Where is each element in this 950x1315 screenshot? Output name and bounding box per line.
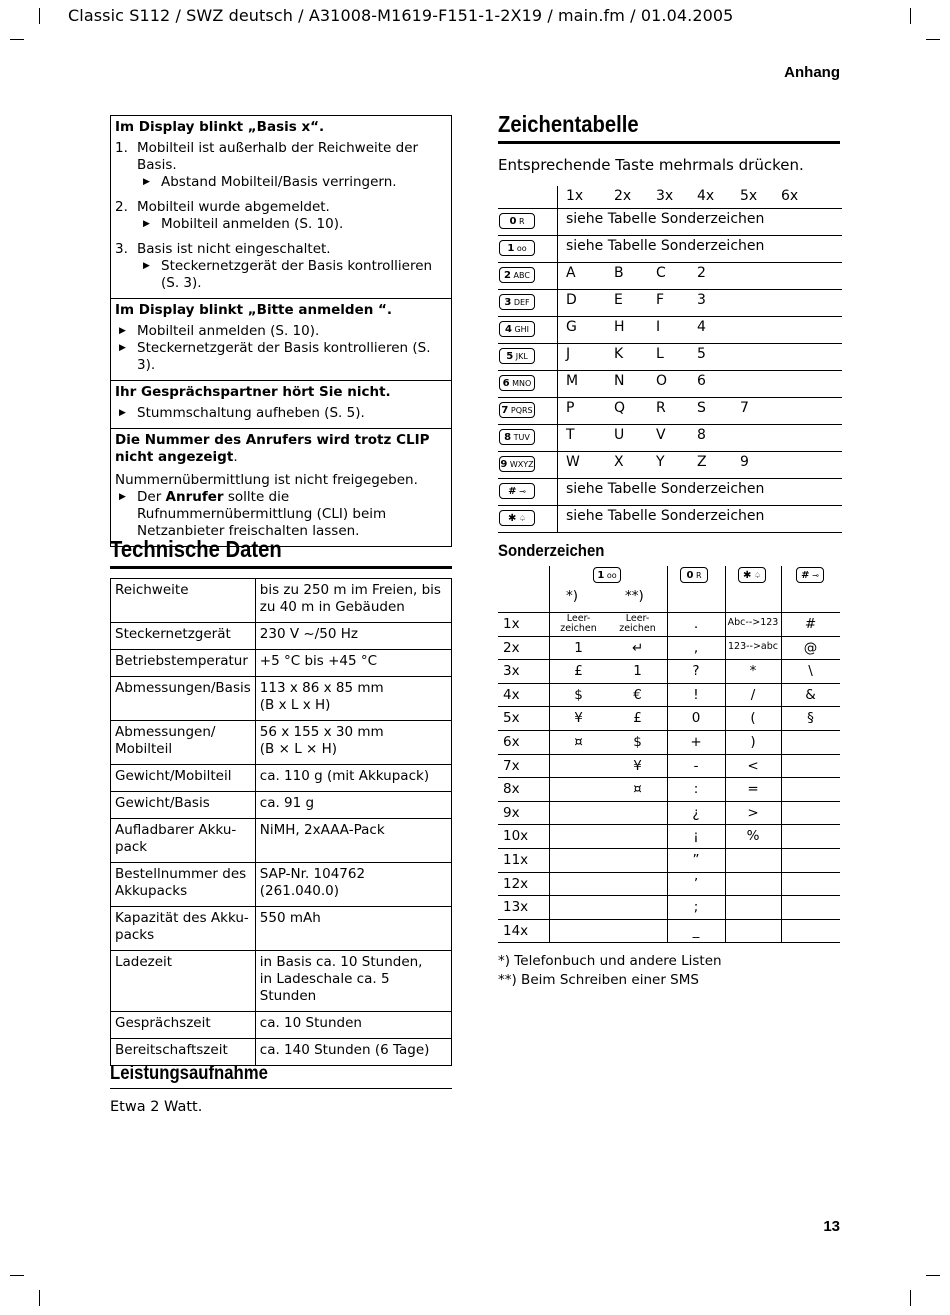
char-table-cell: 9 [740, 454, 749, 470]
tech-row [111, 1012, 452, 1039]
key-2-icon: 2 ABC [499, 267, 535, 283]
char-table-cell: B [614, 265, 624, 281]
trouble-heading-period: . [233, 449, 238, 465]
key-star-icon: ✱ ♤ [738, 567, 766, 583]
heading-rule [110, 566, 452, 569]
special-char-cell: ¿ [692, 804, 700, 821]
char-table-cell: P [566, 400, 575, 416]
tech-value: SAP-Nr. 104762 (261.040.0) [255, 863, 451, 907]
key-0-icon: 0 R [680, 567, 708, 583]
char-table-cell: H [614, 319, 625, 335]
tech-row [111, 792, 452, 819]
footnote: *) Telefonbuch und andere Listen [498, 953, 722, 969]
special-char-cell: § [807, 710, 814, 727]
char-table-column-header: 4x [697, 188, 715, 204]
footnote-marker: *) [566, 588, 579, 604]
key-4-icon: 4 GHI [499, 321, 535, 337]
tech-row [111, 721, 452, 765]
special-char-cell: , [693, 639, 699, 656]
tech-label: Gesprächszeit [111, 1012, 256, 1039]
cause-text: Mobilteil wurde abgemeldet. [137, 199, 330, 215]
char-table-cell: C [656, 265, 666, 281]
table-rule [498, 343, 842, 344]
tech-label: Betriebstemperatur [111, 650, 256, 677]
special-char-cell: > [747, 804, 759, 821]
table-rule [498, 532, 842, 533]
special-char-cell: # [804, 616, 817, 632]
arrow-right-icon: ▶ [119, 343, 126, 353]
table-rule [781, 566, 782, 943]
special-char-cell: 1 [633, 663, 642, 680]
arrow-right-icon: ▶ [119, 492, 126, 502]
action-text: Steckernetzgerät der Basis kontrollieren (S. 3). [161, 258, 433, 291]
char-table-heading: Zeichentabelle [498, 111, 639, 137]
char-table-intro: Entsprechende Taste mehrmals drücken. [498, 156, 804, 174]
special-char-cell: % [746, 828, 760, 845]
char-table-cell: 5 [697, 346, 706, 362]
table-rule [498, 262, 842, 263]
special-char-cell: Leer- zeichen [560, 613, 597, 634]
special-char-cell: = [747, 781, 759, 798]
action-text: Mobilteil anmelden (S. 10). [161, 216, 344, 232]
special-row-label: 11x [503, 852, 529, 868]
crop-mark [39, 8, 40, 24]
key-hash-icon: # ⊸ [796, 567, 824, 583]
trouble-section-clip [111, 428, 451, 546]
special-row-label: 2x [503, 639, 520, 656]
char-table-cell: T [566, 427, 575, 443]
char-table-cell: siehe Tabelle Sonderzeichen [566, 211, 765, 227]
special-row-label: 12x [503, 875, 529, 892]
tech-value: ca. 140 Stunden (6 Tage) [255, 1039, 451, 1066]
action-text: Stummschaltung aufheben (S. 5). [137, 405, 365, 421]
footnote-marker: **) [625, 588, 644, 604]
tech-value: in Basis ca. 10 Stunden, in Ladeschale ca. 5 Stunden [255, 951, 451, 1012]
key-0-icon: 0 R [499, 213, 535, 229]
trouble-heading: Im Display blinkt „Basis x“. [115, 119, 325, 135]
special-char-cell: 1 [574, 639, 583, 656]
char-table-cell: W [566, 454, 580, 470]
special-row-label: 9x [503, 804, 520, 821]
table-rule [498, 451, 842, 452]
arrow-right-icon: ▶ [143, 261, 150, 271]
troubleshooting-table [110, 115, 452, 547]
special-row-label: 6x [503, 734, 520, 750]
trouble-heading: Ihr Gesprächspartner hört Sie nicht. [115, 384, 391, 400]
tech-label: Kapazität des Akku- packs [111, 907, 256, 951]
crop-mark [39, 1290, 40, 1306]
special-char-cell: ! [693, 686, 699, 703]
table-rule [549, 566, 550, 943]
arrow-right-icon: ▶ [143, 219, 150, 229]
special-row-label: 4x [503, 686, 520, 703]
tech-value: 113 x 86 x 85 mm (B x L x H) [255, 677, 451, 721]
table-rule [498, 289, 842, 290]
char-table-cell: N [614, 373, 625, 389]
char-table-cell: siehe Tabelle Sonderzeichen [566, 508, 765, 524]
special-char-cell: - [693, 757, 699, 774]
char-table-cell: 7 [740, 400, 749, 416]
char-table-column-header: 3x [656, 188, 674, 204]
char-table-column-header: 2x [614, 188, 632, 204]
tech-data-table [110, 578, 452, 1066]
key-1-icon: 1 oo [499, 240, 535, 256]
special-row-label: 3x [503, 663, 520, 680]
special-char-cell: < [747, 757, 759, 774]
tech-row [111, 765, 452, 792]
step-number: 2. [115, 199, 128, 215]
special-char-cell: * [749, 663, 757, 680]
trouble-heading-text: Die Nummer des Anrufers wird trotz CLIP nicht angezeigt [115, 432, 430, 465]
key-7-icon: 7 PQRS [499, 402, 535, 418]
tech-value: 230 V ~/50 Hz [255, 623, 451, 650]
special-char-cell: . [693, 616, 699, 632]
special-char-cell: £ [574, 663, 583, 680]
special-char-cell: : [693, 781, 699, 798]
table-rule [498, 397, 842, 398]
key-5-icon: 5 JKL [499, 348, 535, 364]
special-char-cell: / [750, 686, 756, 703]
key-3-icon: 3 DEF [499, 294, 535, 310]
char-table-cell: D [566, 292, 577, 308]
tech-label: Ladezeit [111, 951, 256, 1012]
table-rule [498, 370, 842, 371]
table-rule [498, 505, 842, 506]
special-char-cell: _ [692, 922, 700, 939]
special-row-label: 1x [503, 616, 520, 632]
cause-text: Nummernübermittlung ist nicht freigegeben. [115, 472, 418, 488]
heading-rule [110, 1088, 452, 1089]
char-table-cell: 6 [697, 373, 706, 389]
special-heading: Sonderzeichen [498, 541, 605, 560]
char-table-cell: Z [697, 454, 707, 470]
special-char-cell: ( [750, 710, 756, 727]
trouble-section-basis [111, 116, 451, 298]
step-number: 3. [115, 241, 128, 257]
action-text: Steckernetzgerät der Basis kontrollieren (S. 3). [137, 340, 431, 373]
tech-row [111, 819, 452, 863]
special-char-cell: Leer- zeichen [619, 613, 656, 634]
page-number: 13 [823, 1218, 840, 1235]
crop-mark [926, 1275, 940, 1276]
table-rule [557, 186, 558, 533]
key-9-icon: 9 WXYZ [499, 456, 535, 472]
cause-text: Mobilteil ist außerhalb der Reichweite der Basis. [137, 140, 419, 173]
trouble-heading [115, 432, 447, 466]
tech-row [111, 951, 452, 1012]
special-char-cell: ¥ [574, 710, 583, 727]
special-char-cell: + [690, 734, 702, 750]
tech-row [111, 623, 452, 650]
tech-value: NiMH, 2xAAA-Pack [255, 819, 451, 863]
special-char-cell: ¤ [633, 781, 642, 798]
special-char-cell: Abc-->123 [727, 617, 779, 628]
special-row-label: 8x [503, 781, 520, 798]
section-title: Anhang [784, 64, 840, 81]
action-text [137, 489, 447, 540]
tech-value: +5 °C bis +45 °C [255, 650, 451, 677]
char-table-column-header: 1x [566, 188, 584, 204]
trouble-section-anmelden [111, 298, 451, 380]
running-header: Classic S112 / SWZ deutsch / A31008-M1619-F151-1-2X19 / main.fm / 01.04.2005 [68, 6, 734, 25]
crop-mark [910, 1290, 911, 1306]
heading-rule [498, 141, 840, 144]
special-char-cell: $ [633, 734, 642, 750]
arrow-right-icon: ▶ [119, 326, 126, 336]
special-row-label: 10x [503, 828, 529, 845]
special-char-cell: ¡ [693, 828, 699, 845]
table-rule [667, 566, 668, 943]
table-rule [498, 478, 842, 479]
special-char-cell: ) [750, 734, 756, 750]
arrow-right-icon: ▶ [119, 408, 126, 418]
tech-value: ca. 10 Stunden [255, 1012, 451, 1039]
tech-row [111, 863, 452, 907]
char-table-cell: A [566, 265, 576, 281]
tech-value: ca. 110 g (mit Akkupack) [255, 765, 451, 792]
key-6-icon: 6 MNO [499, 375, 535, 391]
char-table-cell: V [656, 427, 666, 443]
table-rule [725, 566, 726, 943]
tech-label: Gewicht/Mobilteil [111, 765, 256, 792]
special-char-cell: @ [803, 639, 818, 656]
special-char-cell: ; [693, 899, 699, 916]
tech-label: Gewicht/Basis [111, 792, 256, 819]
tech-value: 550 mAh [255, 907, 451, 951]
char-table-cell: I [656, 319, 661, 335]
tech-label: Bestellnummer des Akkupacks [111, 863, 256, 907]
trouble-section-mute [111, 380, 451, 428]
special-char-cell: € [633, 686, 642, 703]
char-table-column-header: 5x [740, 188, 758, 204]
key-hash-icon: # ⊸ [499, 483, 535, 499]
char-table-cell: 3 [697, 292, 706, 308]
crop-mark [10, 39, 24, 40]
char-table-cell: Q [614, 400, 626, 416]
tech-value: ca. 91 g [255, 792, 451, 819]
special-char-cell: & [805, 686, 816, 703]
tech-row [111, 677, 452, 721]
tech-heading: Technische Daten [110, 536, 282, 562]
char-table-cell: R [656, 400, 666, 416]
char-table-cell: M [566, 373, 579, 389]
power-text: Etwa 2 Watt. [110, 1099, 203, 1115]
tech-label: Abmessungen/Basis [111, 677, 256, 721]
tech-row [111, 907, 452, 951]
footnotes [498, 952, 722, 990]
arrow-right-icon: ▶ [143, 177, 150, 187]
special-row-label: 14x [503, 922, 529, 939]
special-char-cell: ¥ [633, 757, 642, 774]
special-row-label: 7x [503, 757, 520, 774]
char-table-cell: J [566, 346, 571, 362]
tech-label: Abmessungen/ Mobilteil [111, 721, 256, 765]
tech-row [111, 579, 452, 623]
char-table-cell: K [614, 346, 624, 362]
char-table-cell: L [656, 346, 664, 362]
tech-value: 56 x 155 x 30 mm (B × L × H) [255, 721, 451, 765]
crop-mark [926, 39, 940, 40]
char-table-cell: U [614, 427, 625, 443]
char-table-cell: 2 [697, 265, 706, 281]
tech-row [111, 1039, 452, 1066]
special-char-cell: ” [692, 852, 700, 868]
tech-label: Steckernetzgerät [111, 623, 256, 650]
char-table-cell: G [566, 319, 577, 335]
trouble-heading: Im Display blinkt „Bitte anmelden “. [115, 302, 393, 318]
char-table-cell: 8 [697, 427, 706, 443]
crop-mark [10, 1275, 24, 1276]
footnote: **) Beim Schreiben einer SMS [498, 972, 699, 988]
special-row-label: 5x [503, 710, 520, 727]
special-char-cell: ’ [693, 875, 699, 892]
char-table-cell: siehe Tabelle Sonderzeichen [566, 481, 765, 497]
table-rule [498, 424, 842, 425]
action-text-pre: Der [137, 489, 166, 505]
table-rule [498, 208, 842, 209]
tech-row [111, 650, 452, 677]
char-table-cell: S [697, 400, 706, 416]
char-table-cell: 4 [697, 319, 706, 335]
char-table-cell: O [656, 373, 668, 389]
table-rule [498, 316, 842, 317]
action-text-post: sollte die Rufnummernübermittlung (CLI) beim Netzanbieter freischalten lassen. [137, 489, 387, 539]
tech-label: Bereitschaftszeit [111, 1039, 256, 1066]
char-table-cell: Y [656, 454, 665, 470]
char-table-cell: siehe Tabelle Sonderzeichen [566, 238, 765, 254]
tech-value: bis zu 250 m im Freien, bis zu 40 m in Gebäuden [255, 579, 451, 623]
table-rule [498, 235, 842, 236]
action-text: Abstand Mobilteil/Basis verringern. [161, 174, 397, 190]
special-char-cell: £ [633, 710, 642, 727]
special-char-cell: \ [808, 663, 813, 680]
cause-text: Basis ist nicht eingeschaltet. [137, 241, 331, 257]
action-text-bold: Anrufer [165, 489, 224, 505]
key-8-icon: 8 TUV [499, 429, 535, 445]
power-heading: Leistungsaufnahme [110, 1063, 268, 1084]
tech-label: Reichweite [111, 579, 256, 623]
action-text: Mobilteil anmelden (S. 10). [137, 323, 320, 339]
char-table-cell: F [656, 292, 665, 308]
special-row-label: 13x [503, 899, 529, 916]
key-star-icon: ✱ ♤ [499, 510, 535, 526]
special-char-cell: ? [692, 663, 700, 680]
step-number: 1. [115, 140, 128, 156]
crop-mark [910, 8, 911, 24]
special-char-cell: ↵ [631, 639, 644, 656]
special-char-cell: 0 [691, 710, 701, 727]
char-table-cell: E [614, 292, 623, 308]
tech-label: Aufladbarer Akku- pack [111, 819, 256, 863]
key-1-icon: 1 oo [593, 567, 621, 583]
special-char-cell: ¤ [574, 734, 583, 750]
char-table-cell: X [614, 454, 624, 470]
special-char-cell: 123-->abc [727, 640, 779, 652]
char-table-column-header: 6x [781, 188, 799, 204]
special-char-cell: $ [574, 686, 583, 703]
